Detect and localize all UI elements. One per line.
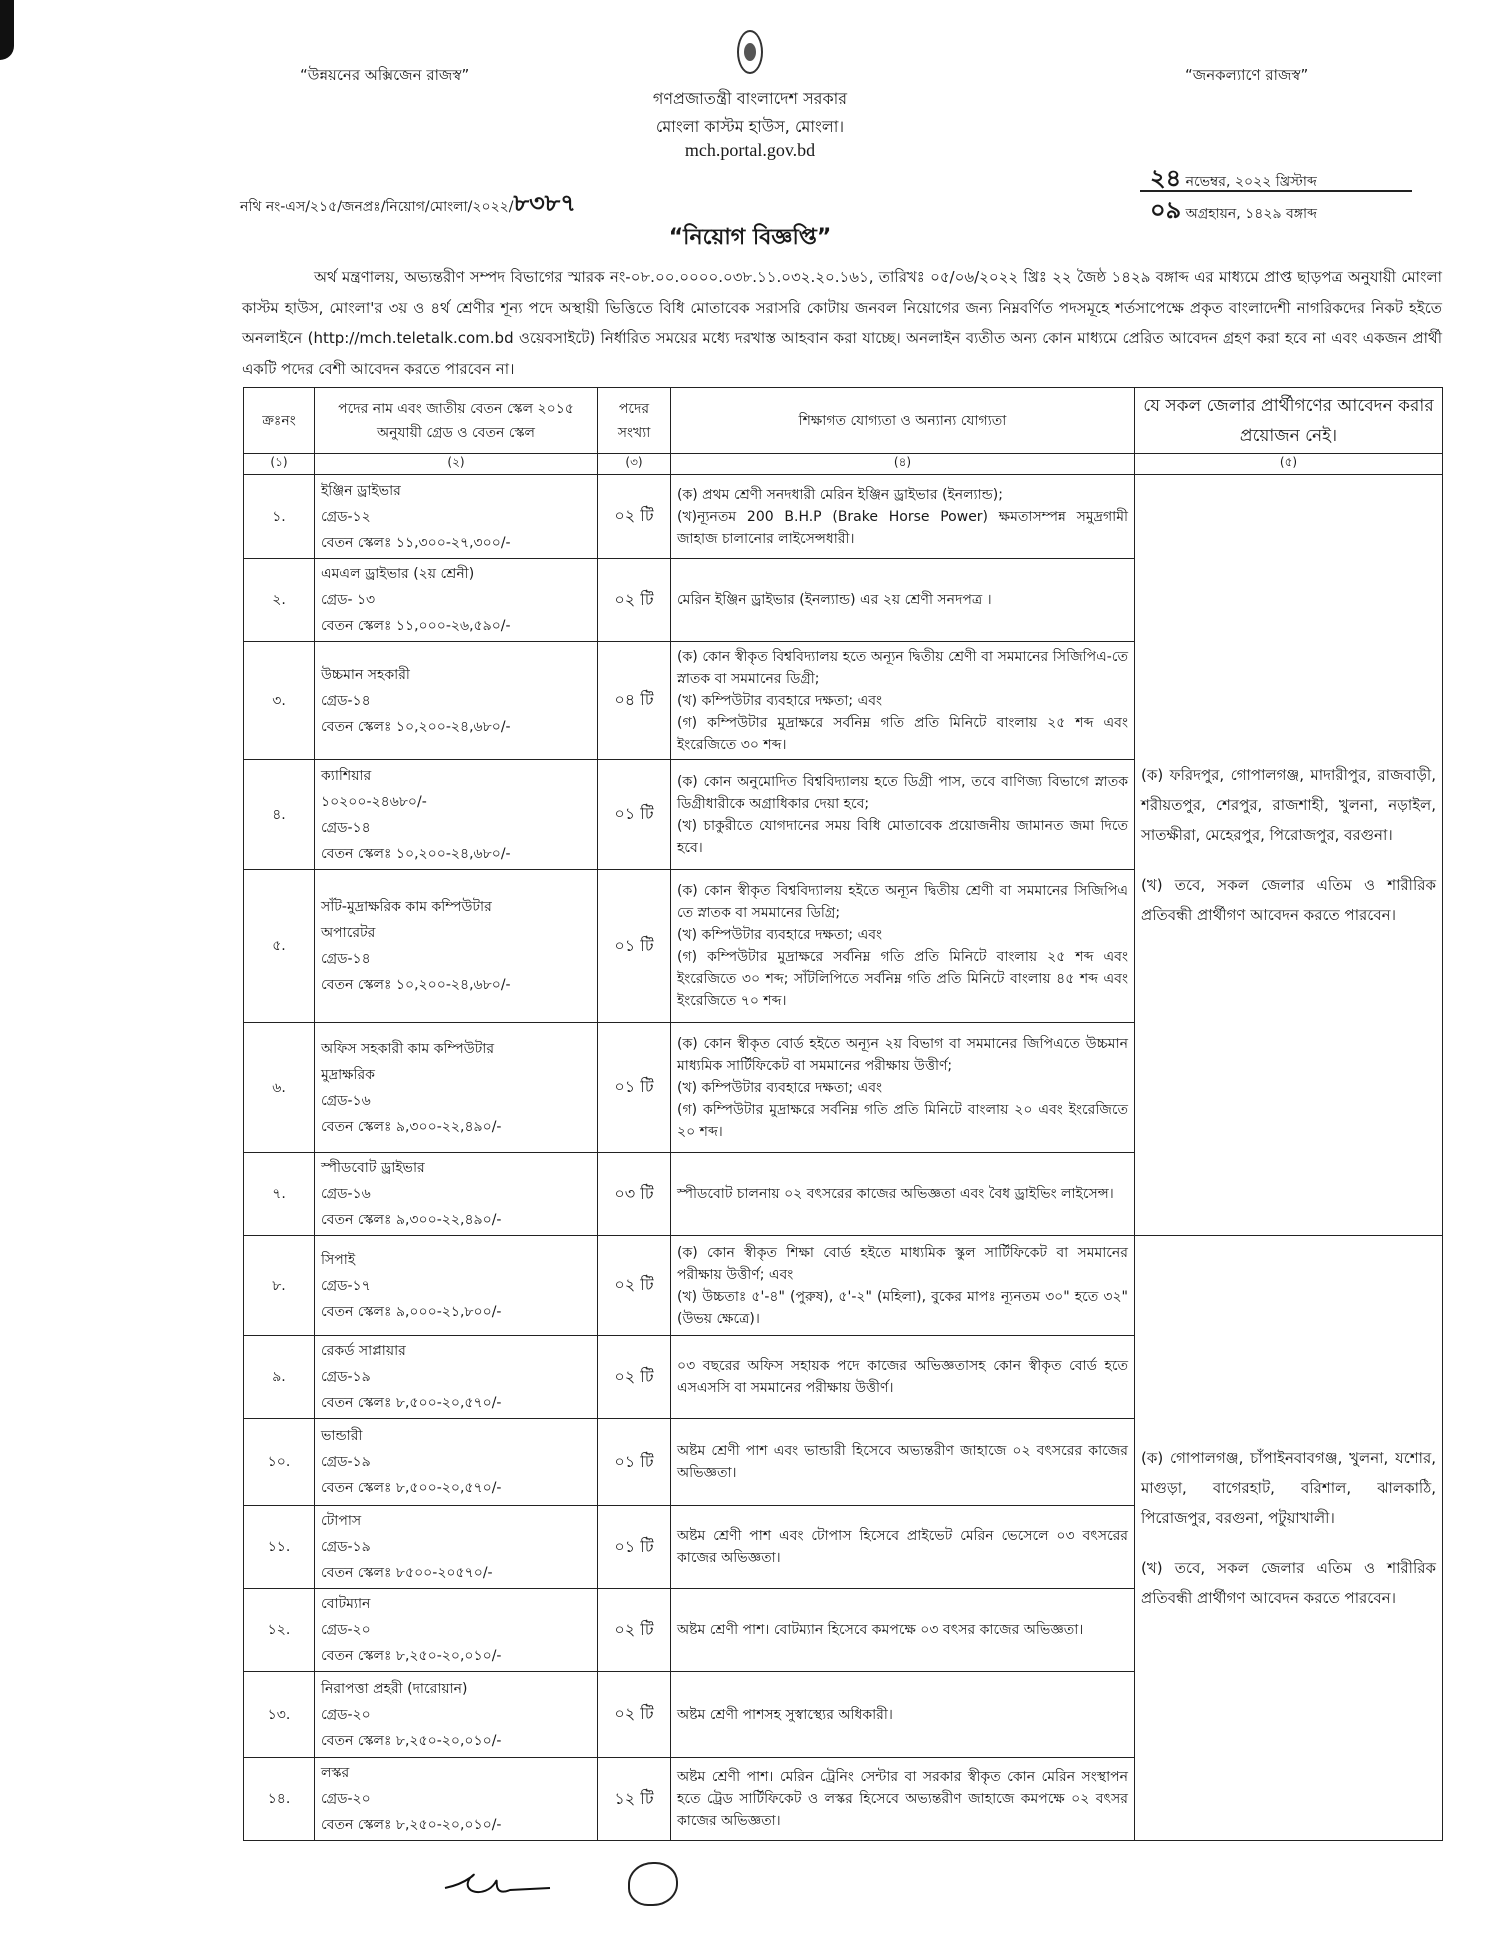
qualification-cell (671, 870, 1135, 1023)
count-cell: ১২ টি (598, 1758, 671, 1841)
qualification-line: (ক) কোন অনুমোদিত বিশ্ববিদ্যালয় হতে ডিগ্রী পাস, তবে বাণিজ্য বিভাগে স্নাতক ডিগ্রীধারীকে অগ্রাধিকার দেয়া হবে; (677, 773, 1128, 812)
qualification-line: অষ্টম শ্রেণী পাশ। মেরিন ট্রেনিং সেন্টার বা সরকার স্বীকৃত কোন মেরিন সংস্থাপন হতে ট্রেড সার্টিফিকেট ও লস্কর হিসেবে অভ্যন্তরীণ জাহাজে কমপক্ষে ০২ বৎসর কাজের অভিজ্ঞতা। (677, 1769, 1128, 1829)
post-cell (315, 1589, 598, 1672)
post-line: লস্কর (321, 1765, 350, 1781)
vacancy-table (243, 387, 1443, 1841)
count-cell: ০২ টি (598, 475, 671, 559)
header-qualification: শিক্ষাগত যোগ্যতা ও অন্যান্য যোগ্যতা (671, 388, 1135, 454)
excluded-districts-a: (ক) গোপালগঞ্জ, চাঁপাইনবাবগঞ্জ, খুলনা, যশোর, মাগুড়া, বাগেরহাট, বরিশাল, ঝালকাঠি, পিরোজপুর, বরগুনা, পটুয়াখালী। (1141, 1449, 1436, 1527)
post-cell (315, 870, 598, 1023)
qualification-line: (ক) কোন স্বীকৃত বিশ্ববিদ্যালয় হইতে অন্যূন দ্বিতীয় শ্রেণী বা সমমানের সিজিপিএ তে স্নাতক বা সমমানের ডিগ্রি; (677, 883, 1128, 921)
qualification-line: (গ) কম্পিউটার মুদ্রাক্ষরে সর্বনিম্ন গতি প্রতি মিনিটে বাংলায় ২৫ শব্দ এবং ইংরেজিতে ৩০ শব্দ। (677, 714, 1128, 753)
count-cell: ০২ টি (598, 1236, 671, 1336)
website: mch.portal.gov.bd (684, 140, 816, 160)
post-line: গ্রেড-১৬ (321, 1092, 371, 1109)
serial-cell: ১২. (244, 1589, 315, 1672)
header-excluded-districts: যে সকল জেলার প্রার্থীগণের আবেদন করার প্রয়োজন নেই। (1135, 388, 1443, 454)
post-line: বেতন স্কেলঃ ৮,২৫০-২০,০১০/- (321, 1817, 502, 1833)
serial-cell: ২. (244, 559, 315, 642)
header-serial: ক্রঃনং (244, 388, 315, 454)
qualification-cell (671, 1236, 1135, 1336)
post-line: বোটম্যান (321, 1596, 371, 1612)
count-cell: ০৪ টি (598, 642, 671, 760)
ref-number-handwritten: ৮৩৮৭ (513, 189, 576, 217)
post-line: গ্রেড-১৪ (321, 951, 371, 967)
post-line: বেতন স্কেলঃ ১১,৩০০-২৭,৩০০/- (321, 534, 511, 551)
serial-cell: ৯. (244, 1336, 315, 1419)
post-line: ইঞ্জিন ড্রাইভার (321, 482, 401, 499)
count-cell: ০২ টি (598, 1672, 671, 1758)
post-line: গ্রেড-১৭ (321, 1277, 371, 1294)
serial-cell: ১৪. (244, 1758, 315, 1841)
qualification-line: (খ) কম্পিউটার ব্যবহারে দক্ষতা; এবং (677, 1079, 883, 1096)
header-count: পদের সংখ্যা (598, 388, 671, 454)
header-post: পদের নাম এবং জাতীয় বেতন স্কেল ২০১৫ অনুযায়ী গ্রেড ও বেতন স্কেল (315, 388, 598, 454)
column-number-row (244, 454, 1443, 475)
post-line: গ্রেড- ১৩ (321, 592, 376, 608)
excluded-districts-b: (খ) তবে, সকল জেলার এতিম ও শারীরিক প্রতিবন্ধী প্রার্থীগণ আবেদন করতে পারবেন। (1141, 1559, 1436, 1607)
serial-cell: ৮. (244, 1236, 315, 1336)
qualification-line: (খ) কম্পিউটার ব্যবহারে দক্ষতা; এবং (677, 692, 883, 709)
table-row (244, 475, 1443, 559)
post-line: গ্রেড-১৪ (321, 819, 371, 836)
date-rest: নভেম্বর, ২০২২ খ্রিস্টাব্দ (1185, 174, 1317, 190)
count-cell: ০৩ টি (598, 1153, 671, 1236)
post-cell (315, 1419, 598, 1506)
qualification-line: (ক) কোন স্বীকৃত শিক্ষা বোর্ড হইতে মাধ্যমিক স্কুল সার্টিফিকেট বা সমমানের পরীক্ষায় উত্তীর্ণ; এবং (677, 1244, 1128, 1283)
post-cell (315, 475, 598, 559)
stamp-icon (628, 1862, 678, 1906)
office-name: মোংলা কাস্টম হাউস, মোংলা। (655, 117, 845, 136)
post-line: গ্রেড-১৯ (321, 1539, 371, 1555)
column-number: (১) (244, 454, 315, 475)
qualification-line: (খ)ন্যূনতম 200 B.H.P (Brake Horse Power) ক্ষমতাসম্পন্ন সমুদ্রগামী জাহাজ চালানোর লাইসেন্সধারী। (677, 508, 1128, 547)
count-cell: ০২ টি (598, 559, 671, 642)
qualification-line: ০৩ বছরের অফিস সহায়ক পদে কাজের অভিজ্ঞতাসহ কোন স্বীকৃত বোর্ড হতে এসএসসি বা সমমানের পরীক্ষায় উত্তীর্ণ। (677, 1358, 1128, 1396)
qualification-cell (671, 1672, 1135, 1758)
post-cell (315, 1336, 598, 1419)
count-cell: ০১ টি (598, 1419, 671, 1506)
serial-cell: ৩. (244, 642, 315, 760)
post-cell (315, 559, 598, 642)
qualification-cell (671, 642, 1135, 760)
qualification-cell (671, 1023, 1135, 1153)
qualification-cell (671, 1336, 1135, 1419)
qualification-line: স্পীডবোট চালনায় ০২ বৎসরের কাজের অভিজ্ঞতা এবং বৈধ ড্রাইভিং লাইসেন্স। (677, 1186, 1114, 1202)
post-line: উচ্চমান সহকারী (321, 666, 410, 683)
post-line: ১০২০০-২৪৬৮০/- (321, 793, 427, 810)
post-line: গ্রেড-১৪ (321, 692, 371, 709)
count-cell: ০১ টি (598, 1506, 671, 1589)
column-number: (৫) (1135, 454, 1443, 475)
post-line: বেতন স্কেলঃ ৮,২৫০-২০,০১০/- (321, 1648, 502, 1664)
date-day: ০৯ (1150, 196, 1182, 224)
excluded-districts-b: (খ) তবে, সকল জেলার এতিম ও শারীরিক প্রতিবন্ধী প্রার্থীগণ আবেদন করতে পারবেন। (1141, 876, 1436, 924)
qualification-line: (গ) কম্পিউটার মুদ্রাক্ষরে সর্বনিম্ন গতি প্রতি মিনিটে বাংলায় ২০ এবং ইংরেজিতে ২০ শব্দ। (677, 1101, 1128, 1140)
post-line: গ্রেড-১৯ (321, 1369, 371, 1385)
serial-cell: ১০. (244, 1419, 315, 1506)
qualification-line: অষ্টম শ্রেণী পাশ এবং ভান্ডারী হিসেবে অভ্যন্তরীণ জাহাজে ০২ বৎসরের কাজের অভিজ্ঞতা। (677, 1443, 1128, 1481)
post-line: ভান্ডারী (321, 1428, 363, 1444)
post-line: গ্রেড-১৬ (321, 1186, 371, 1202)
qualification-cell (671, 1589, 1135, 1672)
post-line: অফিস সহকারী কাম কম্পিউটার (321, 1040, 495, 1057)
qualification-cell (671, 559, 1135, 642)
government-name: গণপ্রজাতন্ত্রী বাংলাদেশ সরকার (652, 89, 848, 108)
column-number: (৪) (671, 454, 1135, 475)
post-cell (315, 1506, 598, 1589)
date-rest: অগ্রহায়ন, ১৪২৯ বঙ্গাব্দ (1185, 206, 1317, 222)
post-line: গ্রেড-২০ (321, 1791, 371, 1807)
qualification-cell (671, 1419, 1135, 1506)
table-header-row (244, 388, 1443, 454)
qualification-cell (671, 475, 1135, 559)
notice-paragraph: অর্থ মন্ত্রণালয়, অভ্যন্তরীণ সম্পদ বিভাগের স্মারক নং-০৮.০০.০০০০.০৩৮.১১.০৩২.২০.১৬১, তারিখঃ ০৫/০৬/২০২২ খ্রিঃ ২২ জৈষ্ঠ ১৪২৯ বঙ্গাব্দ এর মাধ্যমে প্রাপ্ত ছাড়পত্র অনুযায়ী মোংলা কাস্টম হাউস, মোংলা'র ৩য় ও ৪র্থ শ্রেণীর শূন্য পদে অস্থায়ী ভিত্তিতে বিধি মোতাবেক সরাসরি কোটায় জনবল নিয়োগের জন্য নিম্নবর্ণিত পদসমূহে শর্তসাপেক্ষে প্রকৃত বাংলাদেশী নাগরিকদের নিকট হইতে অনলাইনে (http://mch.teletalk.com.bd ওয়েবসাইটে) নির্ধারিত সময়ের মধ্যে দরখাস্ত আহবান করা যাচ্ছে। অনলাইন ব্যতীত অন্য কোন মাধ্যমে প্রেরিত আবেদন গ্রহণ করা হবে না এবং একজন প্রার্থী একটি পদের বেশী আবেদন করতে পারবেন না। (242, 268, 1442, 378)
post-line: বেতন স্কেলঃ ৯,৩০০-২২,৪৯০/- (321, 1118, 502, 1135)
post-line: সিপাই (321, 1251, 356, 1268)
qualification-line: (খ) উচ্চতাঃ ৫'-৪" (পুরুষ), ৫'-২" (মহিলা), বুকের মাপঃ ন্যূনতম ৩০" হতে ৩২" (উভয় ক্ষেত্রে)। (677, 1288, 1128, 1327)
column-number: (৩) (598, 454, 671, 475)
post-cell (315, 1153, 598, 1236)
qualification-line: (গ) কম্পিউটার মুদ্রাক্ষরে সর্বনিম্ন গতি প্রতি মিনিটে বাংলায় ২৫ শব্দ এবং ইংরেজিতে ৩০ শব্দ; সাঁটলিপিতে সর্বনিম্ন গতি প্রতি মিনিটে বাংলায় ৪৫ শব্দ এবং ইংরেজিতে ৭০ শব্দ। (677, 949, 1128, 1009)
qualification-line: (ক) প্রথম শ্রেণী সনদধারী মেরিন ইঞ্জিন ড্রাইভার (ইনল্যান্ড); (677, 486, 1003, 503)
excluded-districts-a: (ক) ফরিদপুর, গোপালগঞ্জ, মাদারীপুর, রাজবাড়ী, শরীয়তপুর, শেরপুর, রাজশাহী, খুলনা, নড়াইল, সাতক্ষীরা, মেহেরপুর, পিরোজপুর, বরগুনা। (1141, 766, 1436, 844)
qualification-cell (671, 760, 1135, 870)
post-line: বেতন স্কেলঃ ৯,৩০০-২২,৪৯০/- (321, 1212, 502, 1228)
post-line: বেতন স্কেলঃ ৮,৫০০-২০,৫৭০/- (321, 1395, 502, 1411)
post-line: বেতন স্কেলঃ ১০,২০০-২৪,৬৮০/- (321, 845, 511, 862)
post-line: বেতন স্কেলঃ ১০,২০০-২৪,৬৮০/- (321, 718, 511, 735)
post-line: বেতন স্কেলঃ ৮,২৫০-২০,০১০/- (321, 1732, 502, 1749)
qualification-line: (ক) কোন স্বীকৃত বিশ্ববিদ্যালয় হতে অন্যূন দ্বিতীয় শ্রেণী বা সমমানের সিজিপিএ-তে স্নাতক বা সমমানের ডিগ্রী; (677, 648, 1128, 687)
serial-cell: ১৩. (244, 1672, 315, 1758)
serial-cell: ৬. (244, 1023, 315, 1153)
count-cell: ০২ টি (598, 1589, 671, 1672)
government-seal-icon (737, 30, 763, 74)
motto-left: “উন্নয়নের অক্সিজেন রাজস্ব” (300, 66, 470, 84)
post-line: বেতন স্কেলঃ ৯,০০০-২১,৮০০/- (321, 1303, 502, 1320)
post-cell (315, 1672, 598, 1758)
post-cell (315, 1236, 598, 1336)
post-cell (315, 1023, 598, 1153)
post-line: মুদ্রাক্ষরিক (321, 1066, 375, 1083)
post-cell (315, 760, 598, 870)
qualification-line: (খ) কম্পিউটার ব্যবহারে দক্ষতা; এবং (677, 927, 883, 943)
post-line: গ্রেড-১২ (321, 508, 371, 525)
post-line: টোপাস (321, 1513, 362, 1529)
motto-right: “জনকল্যাণে রাজস্ব” (1185, 66, 1309, 84)
post-cell (315, 1758, 598, 1841)
count-cell: ০২ টি (598, 1336, 671, 1419)
count-cell: ০১ টি (598, 1023, 671, 1153)
table-row (244, 1236, 1443, 1336)
date-day: ২৪ (1150, 164, 1182, 192)
post-line: অপারেটর (321, 925, 376, 941)
post-line: বেতন স্কেলঃ ১০,২০০-২৪,৬৮০/- (321, 977, 511, 993)
serial-cell: ৭. (244, 1153, 315, 1236)
qualification-cell (671, 1758, 1135, 1841)
qualification-line: অষ্টম শ্রেণী পাশসহ সুস্বাস্থ্যের অধিকারী। (677, 1706, 893, 1723)
post-line: এমএল ড্রাইভার (২য় শ্রেনী) (321, 566, 475, 582)
post-line: সাঁট-মুদ্রাক্ষরিক কাম কম্পিউটার (321, 899, 492, 915)
post-line: গ্রেড-২০ (321, 1622, 371, 1638)
qualification-line: মেরিন ইঞ্জিন ড্রাইভার (ইনল্যান্ড) এর ২য় শ্রেণী সনদপত্র । (677, 592, 992, 608)
qualification-cell (671, 1153, 1135, 1236)
qualification-line: (ক) কোন স্বীকৃত বোর্ড হইতে অন্যূন ২য় বিভাগ বা সমমানের জিপিএতে উচ্চমান মাধ্যমিক সার্টিফিকেট বা সমমানের পরীক্ষায় উত্তীর্ণ; (677, 1035, 1128, 1074)
post-line: গ্রেড-১৯ (321, 1454, 371, 1470)
serial-cell: ৪. (244, 760, 315, 870)
reference-number (240, 185, 576, 225)
post-line: বেতন স্কেলঃ ৮,৫০০-২০,৫৭০/- (321, 1480, 502, 1496)
post-line: গ্রেড-২০ (321, 1706, 371, 1723)
count-cell: ০১ টি (598, 760, 671, 870)
serial-cell: ৫. (244, 870, 315, 1023)
post-line: বেতন স্কেলঃ ১১,০০০-২৬,৫৯০/- (321, 618, 511, 634)
post-line: বেতন স্কেলঃ ৮৫০০-২০৫৭০/- (321, 1565, 493, 1581)
notice-title: “নিয়োগ বিজ্ঞপ্তি” (668, 225, 832, 250)
post-line: স্পীডবোট ড্রাইভার (321, 1160, 425, 1176)
qualification-cell (671, 1506, 1135, 1589)
signature-icon (440, 1858, 560, 1908)
qualification-line: (খ) চাকুরীতে যোগদানের সময় বিধি মোতাবেক প্রয়োজনীয় জামানত জমা দিতে হবে। (677, 817, 1128, 856)
scan-edge (0, 0, 14, 60)
excluded-districts-cell (1135, 475, 1443, 1236)
post-line: ক্যাশিয়ার (321, 767, 372, 784)
excluded-districts-cell (1135, 1236, 1443, 1841)
serial-cell: ১. (244, 475, 315, 559)
post-line: নিরাপত্তা প্রহরী (দারোয়ান) (321, 1680, 468, 1697)
ref-prefix: নথি নং-এস/২১৫/জনপ্রঃ/নিয়োগ/মোংলা/২০২২/ (240, 199, 514, 215)
count-cell: ০১ টি (598, 870, 671, 1023)
serial-cell: ১১. (244, 1506, 315, 1589)
post-line: রেকর্ড সাপ্লায়ার (321, 1343, 406, 1359)
post-cell (315, 642, 598, 760)
qualification-line: অষ্টম শ্রেণী পাশ। বোটম্যান হিসেবে কমপক্ষে ০৩ বৎসর কাজের অভিজ্ঞতা। (677, 1622, 1084, 1638)
column-number: (২) (315, 454, 598, 475)
qualification-line: অষ্টম শ্রেণী পাশ এবং টোপাস হিসেবে প্রাইভেট মেরিন ভেসেলে ০৩ বৎসরের কাজের অভিজ্ঞতা। (677, 1528, 1128, 1566)
